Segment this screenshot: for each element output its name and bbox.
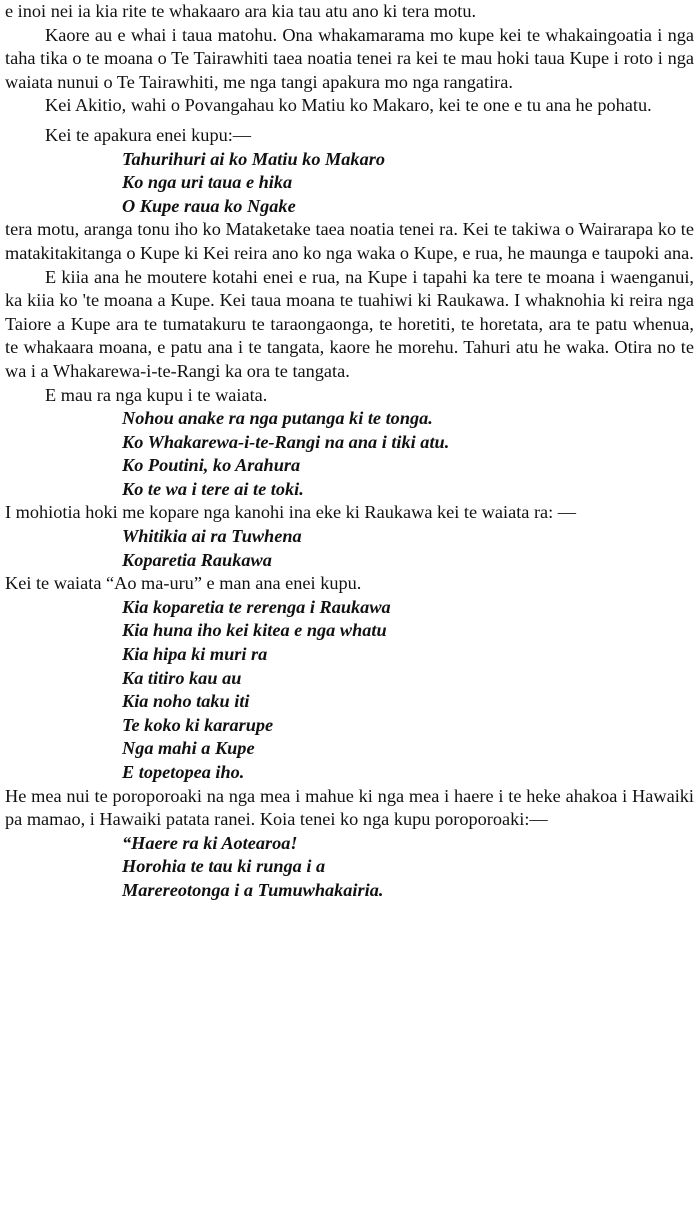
paragraph: He mea nui te poroporoaki na nga mea i mahue ki nga mea i haere i te heke ahakoa i Hawaiki pa mamao, i Hawaiki patata ranei. Koia tenei ko nga kupu poroporoaki:— (5, 785, 694, 830)
verse-line: Ka titiro kau au (122, 667, 242, 688)
verse-line: Te koko ki kararupe (122, 714, 274, 735)
paragraph: E kiia ana he moutere kotahi enei e rua, na Kupe i tapahi ka tere te moana i waenganui, ka kiia ko 'te moana a Kupe. Kei taua moana te tuahiwi ki Raukawa. I whaknohia ki reira nga Taiore a Kupe ara te tumatakuru te taraongaonga, te horetiti, te horetata, ara te patu whenua, te whakaara moana, e patu ana i te tangata, kaore he morehu. Tahuri atu he waka. Otira no te wa i a Whakarewa-i-te-Rangi ka ora te tangata. (5, 266, 694, 381)
paragraph: E mau ra nga kupu i te waiata. (45, 384, 268, 405)
paragraph: e inoi nei ia kia rite te whakaaro ara kia tau atu ano ki tera motu. (5, 1, 477, 21)
verse-block (5, 525, 694, 572)
verse-block (5, 596, 694, 785)
verse-line: Kia hipa ki muri ra (122, 644, 268, 665)
paragraph: I mohiotia hoki me kopare nga kanohi ina eke ki Raukawa kei te waiata ra: — (5, 502, 577, 523)
paragraph: Kei te waiata “Ao ma-uru” e man ana enei kupu. (5, 573, 362, 594)
verse-line: Nohou anake ra nga putanga ki te tonga. (122, 408, 433, 429)
verse-line: Kia noho taku iti (122, 691, 250, 712)
verse-line: Ko nga uri taua e hika (122, 172, 293, 193)
verse-line: Ko te wa i tere ai te toki. (122, 478, 304, 499)
verse-line: O Kupe raua ko Ngake (122, 195, 296, 216)
verse-line: Koparetia Raukawa (122, 549, 272, 570)
verse-line: Ko Whakarewa-i-te-Rangi na ana i tiki atu. (122, 431, 450, 452)
verse-line: Whitikia ai ra Tuwhena (122, 526, 302, 547)
verse-line: E topetopea iho. (122, 762, 245, 782)
verse-block (5, 832, 694, 903)
verse-line: Kia koparetia te rerenga i Raukawa (122, 596, 391, 617)
paragraph: tera motu, aranga tonu iho ko Mataketake taea noatia tenei ra. Kei te takiwa o Wairarapa ko te matakitakitanga o Kupe ki Kei reira ano ko nga waka o Kupe, e rua, he maunga e taupoki ana. (5, 219, 694, 263)
paragraph: Kaore au e whai i taua matohu. Ona whakamarama mo kupe kei te whakaingoatia i nga taha tika o te moana o Te Tairawhiti taea noatia tenei ra kei te mau hoki taua Kupe i roto i nga waiata nunui o Te Tairawhiti, me nga tangi apakura mo nga rangatira. (5, 24, 694, 92)
paragraph: Kei te apakura enei kupu:— (45, 124, 252, 145)
verse-line: Tahurihuri ai ko Matiu ko Makaro (122, 148, 385, 169)
verse-block (5, 148, 694, 219)
verse-line: “Haere ra ki Aotearoa! (122, 832, 298, 853)
paragraph: Kei Akitio, wahi o Povangahau ko Matiu ko Makaro, kei te one e tu ana he pohatu. (45, 95, 652, 116)
verse-line: Ko Poutini, ko Arahura (122, 455, 301, 476)
verse-line: Nga mahi a Kupe (122, 738, 255, 759)
verse-line: Marereotonga i a Tumuwhakairia. (122, 879, 384, 900)
verse-line: Horohia te tau ki runga i a (122, 856, 326, 877)
verse-block (5, 407, 694, 501)
verse-line: Kia huna iho kei kitea e nga whatu (122, 620, 387, 641)
